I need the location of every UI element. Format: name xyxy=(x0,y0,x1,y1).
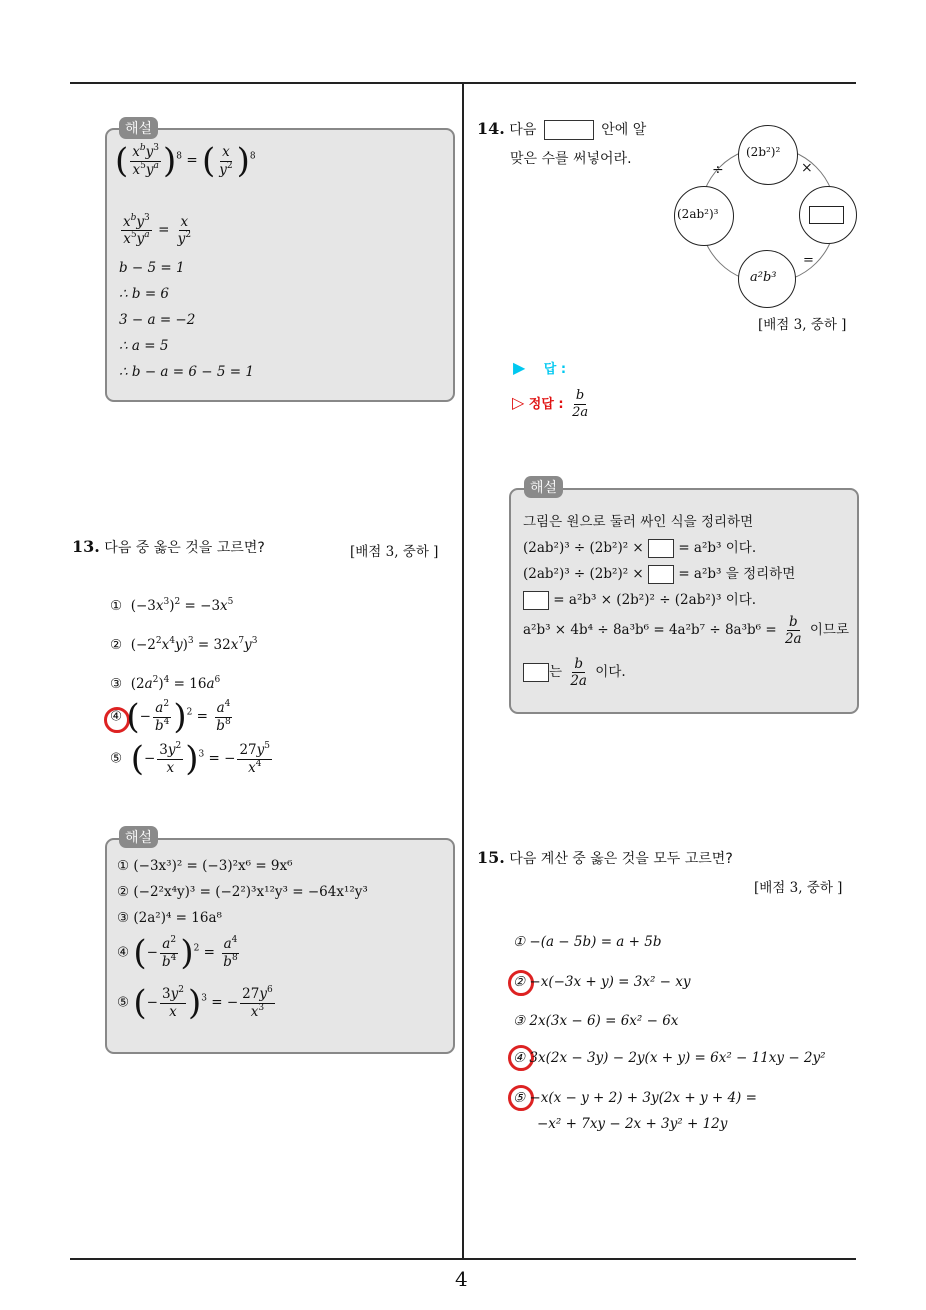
diagram-op-divide: ÷ xyxy=(712,162,724,178)
question-text: 다음 계산 중 옳은 것을 모두 고르면? xyxy=(509,851,733,867)
diagram-op-equals: = xyxy=(803,253,814,268)
diagram-left-expr: (2ab²)³ xyxy=(677,207,719,221)
q15-option-1[interactable]: ① −(a − 5b) = a + 5b xyxy=(513,934,662,950)
diagram-op-multiply: × xyxy=(801,160,813,176)
sol12-line3: b − 5 = 1 xyxy=(119,260,185,276)
bottom-rule xyxy=(70,1258,856,1260)
sol12-line7: ∴ b − a = 6 − 5 = 1 xyxy=(119,364,254,380)
blank-box xyxy=(648,539,674,558)
blank-box xyxy=(523,591,549,610)
sol14-line2: (2ab²)³ ÷ (2b²)² × = a²b³ 이다. xyxy=(523,540,757,556)
play-icon: ▶ xyxy=(513,358,526,377)
sol12-line2: $x^by^3$ $x^5y^a$ = $\frac{x}{y^2}$ xyxy=(123,213,192,248)
sol14-line6: 는 $\frac{b}{2a}$ 이다. xyxy=(523,656,626,689)
answer-blank[interactable] xyxy=(544,120,594,140)
question-15-header xyxy=(477,848,733,868)
question-number: 15. xyxy=(477,848,505,867)
q13-option-2[interactable]: ② $(-2^2x^4y)^3 = 32x^7y^3$ xyxy=(110,636,258,653)
sol14-line1: 그림은 원으로 둘러 싸인 식을 정리하면 xyxy=(523,514,754,530)
solution-box-13 xyxy=(105,838,455,1054)
sol13-line3: ③ (2a²)⁴ = 16a⁸ xyxy=(117,910,222,926)
sol13-line4: ④ (− $\frac{a^2}{b^4}$ )$^2$ = $\frac{a^4}{b^8}$ xyxy=(117,933,238,973)
correct-answer: $\frac{b}{2a}$ xyxy=(572,388,589,420)
sol12-line5: 3 − a = −2 xyxy=(119,312,196,328)
question-14-header: 14. 다음 안에 알 xyxy=(477,119,647,138)
sol13-line1: ① (−3x³)² = (−3)²x⁶ = 9x⁶ xyxy=(117,858,293,874)
sol13-line5: ⑤ (− $\frac{3y^2}{x}$ )$^3$ = − $\frac{27y^6}{x^3}$ xyxy=(117,983,273,1023)
correct-label: 정답 : xyxy=(528,397,564,413)
solution-label-12: 해설 xyxy=(119,117,158,139)
question-number: 13. xyxy=(72,537,100,556)
question-number: 14. xyxy=(477,119,505,138)
solution-box-14 xyxy=(509,488,859,714)
column-divider xyxy=(462,83,464,1259)
q15-option-5[interactable]: ⑤ −x(x − y + 2) + 3y(2x + y + 4) = xyxy=(513,1090,757,1106)
question-13-points: [배점 3, 중하 ] xyxy=(350,544,439,560)
sol12-line6: ∴ a = 5 xyxy=(119,338,169,354)
outline-triangle-icon: ▷ xyxy=(512,393,525,413)
q15-option-5-cont: −x² + 7xy − 2x + 3y² + 12y xyxy=(537,1116,728,1132)
q14-answer-row xyxy=(513,358,566,377)
solution-label-13: 해설 xyxy=(119,826,158,848)
q13-option-3[interactable]: ③ $(2a^2)^4 = 16a^6$ xyxy=(110,675,221,692)
sol12-line4: ∴ b = 6 xyxy=(119,286,170,302)
diagram-answer-box[interactable] xyxy=(809,206,844,224)
question-13-header xyxy=(72,537,265,557)
solution-box-12 xyxy=(105,128,455,402)
q15-option-2[interactable]: ② −x(−3x + y) = 3x² − xy xyxy=(513,974,691,990)
q13-option-4[interactable]: ④ (− $\frac{a^2}{b^4}$ )$^2$ = $\frac{a^4}{b^8}$ xyxy=(110,697,231,737)
question-14-text-line2: 맞은 수를 써넣어라. xyxy=(510,151,632,167)
blank-box xyxy=(523,663,549,682)
q15-option-4[interactable]: ④ 3x(2x − 3y) − 2y(x + y) = 6x² − 11xy − 2y² xyxy=(513,1050,826,1066)
page-number: 4 xyxy=(455,1267,468,1291)
sol13-line2: ② (−2²x⁴y)³ = (−2²)³x¹²y³ = −64x¹²y³ xyxy=(117,884,368,900)
question-15-points: [배점 3, 중하 ] xyxy=(754,880,843,896)
q15-option-3[interactable]: ③ 2x(3x − 6) = 6x² − 6x xyxy=(513,1013,679,1029)
diagram-bottom-expr: a²b³ xyxy=(750,270,777,285)
solution-label-14: 해설 xyxy=(524,476,563,498)
question-14-points: [배점 3, 중하 ] xyxy=(758,317,847,333)
circle-diagram xyxy=(668,120,858,310)
answer-label: 답 : xyxy=(543,362,567,377)
sol14-line4: = a²b³ × (2b²)² ÷ (2ab²)³ 이다. xyxy=(523,588,756,610)
sol14-line3: (2ab²)³ ÷ (2b²)² × = a²b³ 을 정리하면 xyxy=(523,566,796,582)
q14-correct-row xyxy=(512,388,592,420)
q13-option-5[interactable]: ⑤ (− $\frac{3y^2}{x}$ )$^3$ = − $\frac{27y^5}{x^4}$ xyxy=(110,739,271,779)
q13-option-1[interactable]: ① $(-3x^3)^2 = -3x^5$ xyxy=(110,597,234,614)
blank-box xyxy=(648,565,674,584)
question-text: 다음 중 옳은 것을 고르면? xyxy=(104,540,265,556)
sol12-line1: ( $x^by^3$ $x^5y^a$ )$^8$ = ( $\frac{x}{y^2}$ )$^8$ xyxy=(115,141,256,181)
sol14-line5: a²b³ × 4b⁴ ÷ 8a³b⁶ = 4a²b⁷ ÷ 8a³b⁶ = $\frac{b}{2a}$ 이므로 xyxy=(523,614,850,648)
diagram-top-expr: (2b²)² xyxy=(746,145,781,159)
